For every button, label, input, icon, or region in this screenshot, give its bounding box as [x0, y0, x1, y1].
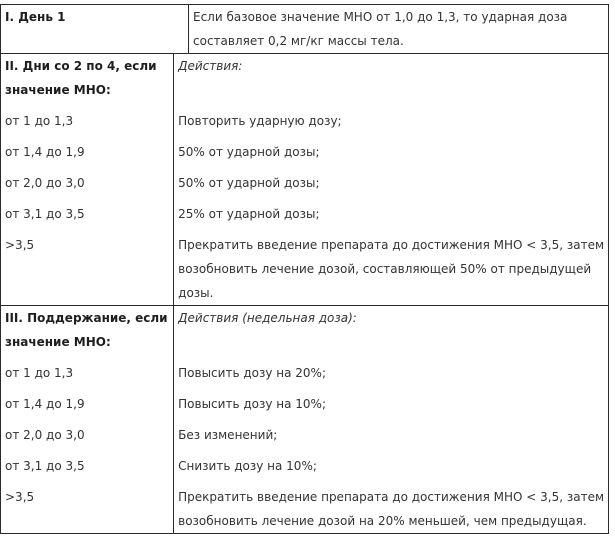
action-text: Повысить дозу на 10%;	[178, 397, 326, 411]
action-text: Повторить ударную дозу;	[178, 114, 342, 128]
action-text: дозы.	[178, 286, 214, 300]
inr-range: от 2,0 до 3,0	[5, 176, 85, 190]
action-text: Прекратить введение препарата до достижения МНО < 3,5, затем	[178, 238, 604, 252]
description-line: составляет 0,2 мг/кг массы тела.	[193, 34, 404, 48]
actions-label: Действия (недельная доза):	[178, 311, 357, 325]
section-days-2-4-ranges	[1, 54, 174, 305]
section-day-1-header	[1, 5, 189, 53]
section-days-2-4-title: значение МНО:	[5, 83, 111, 97]
section-maintenance-title: III. Поддержание, если	[5, 311, 168, 325]
actions-label: Действия:	[178, 59, 243, 73]
action-text: возобновить лечение дозой на 20% меньшей, чем предыдущая.	[178, 514, 587, 528]
section-maintenance	[1, 306, 608, 533]
inr-range: от 1 до 1,3	[5, 366, 74, 380]
action-text: 50% от ударной дозы;	[178, 145, 320, 159]
inr-range: от 3,1 до 3,5	[5, 459, 85, 473]
inr-range: от 2,0 до 3,0	[5, 428, 85, 442]
section-days-2-4-actions	[174, 54, 608, 305]
section-days-2-4-title: II. Дни со 2 по 4, если	[5, 59, 157, 73]
inr-range: от 1,4 до 1,9	[5, 397, 85, 411]
action-text: Прекратить введение препарата до достижения МНО < 3,5, затем	[178, 490, 604, 504]
dosing-table	[0, 4, 609, 534]
section-maintenance-actions	[174, 306, 608, 533]
inr-range: от 3,1 до 3,5	[5, 207, 85, 221]
section-maintenance-ranges	[1, 306, 174, 533]
inr-range: >3,5	[5, 490, 35, 504]
section-day-1-description	[189, 5, 608, 53]
action-text: 25% от ударной дозы;	[178, 207, 320, 221]
section-maintenance-title: значение МНО:	[5, 335, 111, 349]
inr-range: от 1,4 до 1,9	[5, 145, 85, 159]
action-text: Снизить дозу на 10%;	[178, 459, 317, 473]
action-text: Без изменений;	[178, 428, 278, 442]
inr-range: >3,5	[5, 238, 35, 252]
action-text: Повысить дозу на 20%;	[178, 366, 326, 380]
section-day-1-title: I. День 1	[5, 10, 66, 24]
section-day-1	[1, 5, 608, 54]
inr-range: от 1 до 1,3	[5, 114, 74, 128]
action-text: 50% от ударной дозы;	[178, 176, 320, 190]
description-line: Если базовое значение МНО от 1,0 до 1,3, то ударная доза	[193, 10, 568, 24]
action-text: возобновить лечение дозой, составляющей 50% от предыдущей	[178, 262, 592, 276]
section-days-2-4	[1, 54, 608, 306]
